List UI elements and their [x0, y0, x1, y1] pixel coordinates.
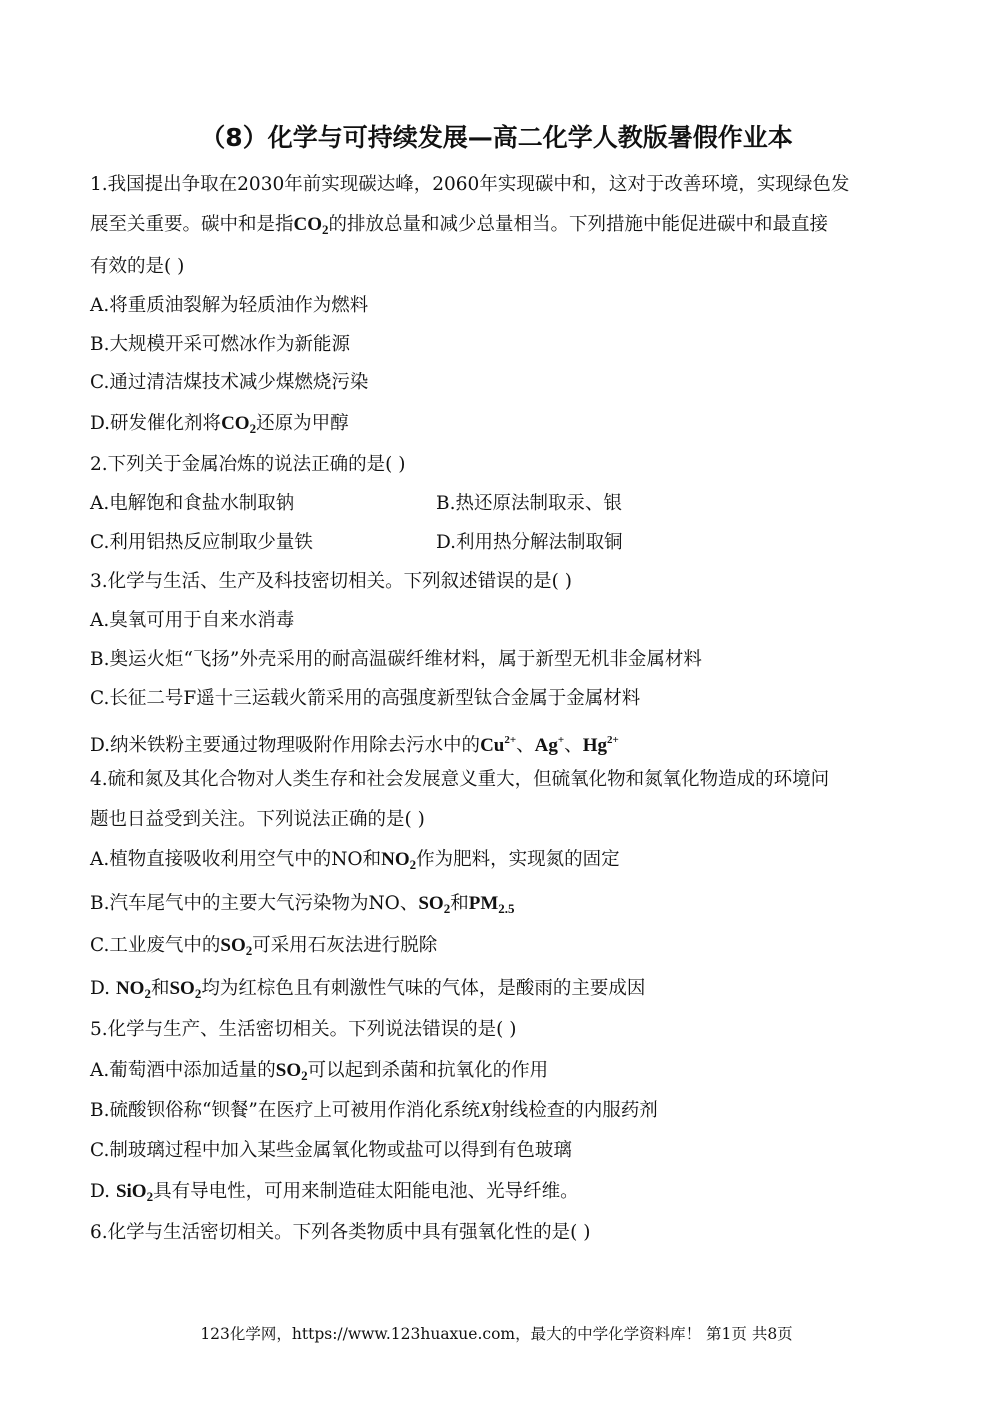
q1-option-d: D.研发催化剂将$CO_2$还原为甲醇 — [90, 413, 349, 436]
formula-no2: $NO_2$ — [381, 849, 417, 872]
q2-option-b: B.热还原法制取汞、银 — [436, 493, 622, 514]
q4-option-d: D. $NO_2$和$SO_2$均为红棕色且有刺激性气味的气体，是酸雨的主要成因 — [90, 978, 646, 1001]
q4-stem-line2: 题也日益受到关注。下列说法正确的是( ) — [90, 809, 425, 830]
ion-hg: $Hg^{2+}$ — [582, 734, 619, 756]
q1-stem-line2: 展至关重要。碳中和是指$CO_2$的排放总量和减少总量相当。下列措施中能促进碳中和最直接 — [90, 214, 829, 237]
q6-stem: 6.化学与生活密切相关。下列各类物质中具有强氧化性的是( ) — [90, 1222, 591, 1243]
q5-option-d: D. SiO$_2$具有导电性，可用来制造硅太阳能电池、光导纤维。 — [90, 1181, 579, 1204]
q1-option-c: C.通过清洁煤技术减少煤燃烧污染 — [90, 372, 369, 393]
formula-so2: $SO_2$ — [275, 1060, 308, 1083]
q1-option-b: B.大规模开采可燃冰作为新能源 — [90, 334, 350, 355]
q4-option-a: A.植物直接吸收利用空气中的NO和$NO_2$作为肥料，实现氮的固定 — [90, 849, 620, 872]
q1-stem-line3: 有效的是( ) — [90, 256, 185, 277]
formula-so2: $SO_2$ — [418, 893, 451, 916]
q4-stem-line1: 4.硫和氮及其化合物对人类生存和社会发展意义重大，但硫氧化物和氮氧化物造成的环境问 — [90, 769, 830, 790]
q2-option-d: D.利用热分解法制取铜 — [436, 532, 623, 553]
q2-option-a: A.电解饱和食盐水制取钠 — [90, 493, 295, 514]
q5-option-a: A.葡萄酒中添加适量的$SO_2$可以起到杀菌和抗氧化的作用 — [90, 1060, 549, 1083]
q4-option-c: C.工业废气中的$SO_2$可采用石灰法进行脱除 — [90, 935, 438, 958]
ion-cu: $Cu^{2+}$ — [480, 734, 517, 756]
q3-option-a: A.臭氧可用于自来水消毒 — [90, 610, 295, 631]
q5-option-b: B.硫酸钡俗称“钡餐”在医疗上可被用作消化系统X射线检查的内服药剂 — [90, 1100, 658, 1121]
formula-no2: $NO_2$ — [115, 978, 151, 1001]
formula-so2: $SO_2$ — [169, 978, 202, 1001]
q3-stem: 3.化学与生活、生产及科技密切相关。下列叙述错误的是( ) — [90, 571, 572, 592]
page-footer: 123化学网，https://www.123huaxue.com，最大的中学化学资料库！ 第1页 共8页 — [200, 1325, 793, 1343]
formula-co2: $CO_2$ — [221, 413, 257, 436]
q1-option-a: A.将重质油裂解为轻质油作为燃料 — [90, 295, 369, 316]
formula-so2: $SO_2$ — [220, 935, 253, 958]
q5-option-c: C.制玻璃过程中加入某些金属氧化物或盐可以得到有色玻璃 — [90, 1140, 572, 1161]
formula-sio2: SiO$_2$ — [115, 1181, 154, 1204]
q1-stem-line1: 1.我国提出争取在2030年前实现碳达峰，2060年实现碳中和，这对于改善环境，实现绿色发 — [90, 174, 850, 195]
formula-co2: $CO_2$ — [293, 214, 329, 237]
q2-stem: 2.下列关于金属冶炼的说法正确的是( ) — [90, 454, 406, 475]
q3-option-c: C.长征二号F遥十三运载火箭采用的高强度新型钛合金属于金属材料 — [90, 688, 641, 709]
q5-stem: 5.化学与生产、生活密切相关。下列说法错误的是( ) — [90, 1019, 517, 1040]
ion-ag: Ag+ — [534, 734, 565, 756]
q2-option-c: C.利用铝热反应制取少量铁 — [90, 532, 313, 553]
q3-option-b: B.奥运火炬“飞扬”外壳采用的耐高温碳纤维材料，属于新型无机非金属材料 — [90, 649, 702, 670]
page-title: （8）化学与可持续发展—高二化学人教版暑假作业本 — [200, 123, 793, 152]
q4-option-b: B.汽车尾气中的主要大气污染物为NO、$SO_2$和$PM_{2.5}$ — [90, 893, 515, 916]
formula-pm25: $PM_{2.5}$ — [468, 893, 515, 916]
q3-option-d: D.纳米铁粉主要通过物理吸附作用除去污水中的$Cu^{2+}$、Ag+、$Hg^{2+}$ — [90, 734, 619, 756]
